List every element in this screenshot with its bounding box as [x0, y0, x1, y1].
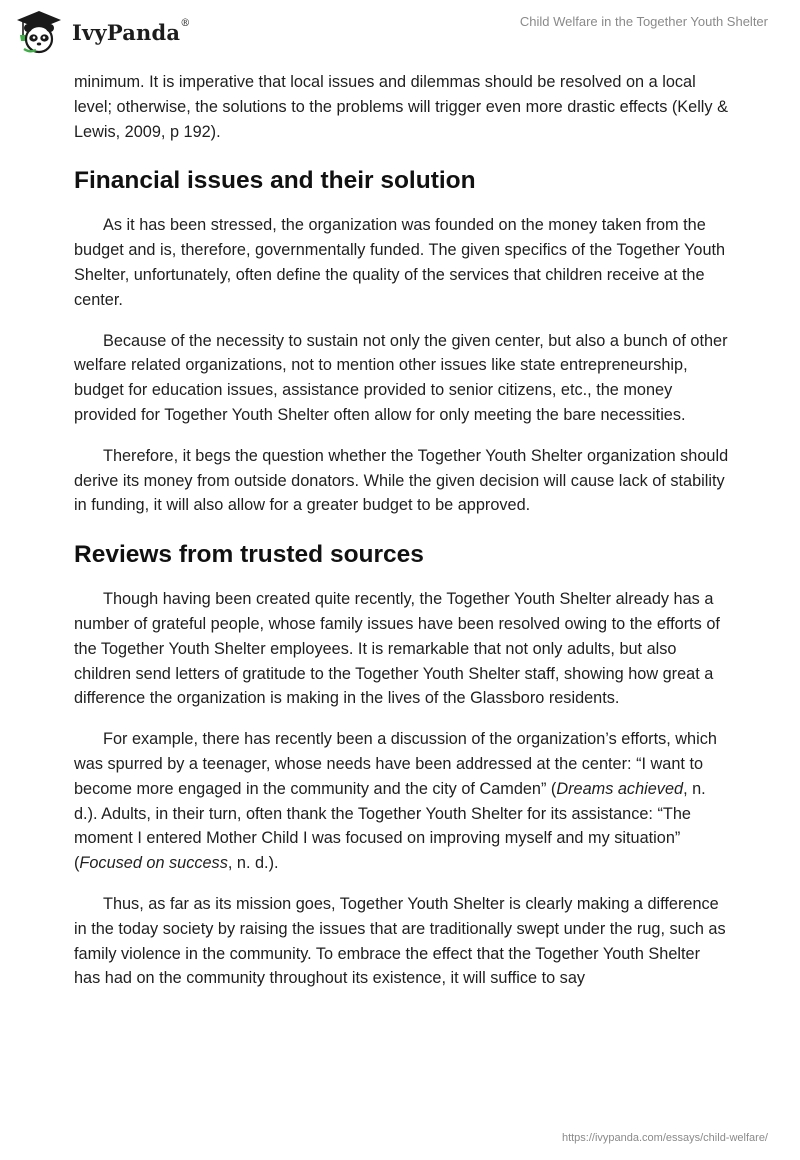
text-run: , n. d.). — [227, 854, 279, 873]
paragraph: Thus, as far as its mission goes, Together Youth Shelter is clearly making a difference in the today society by raising the issues that are traditionally swept under the rug, such as family violence in the community. To embrace the effect that the Together Youth Shelter has had on the community throughout its existence, it will suffice to say — [74, 894, 726, 988]
page-header — [0, 0, 800, 64]
paragraph: Though having been created quite recently, the Together Youth Shelter already has a number of grateful people, whose family issues have been resolved owing to the efforts of the Together Youth Shelter employees. It is remarkable that not only adults, but also children send letters of gratitude to the Together Youth Shelter staff, showing how great a difference the organization is making in the lives of the Glassboro residents. — [74, 590, 720, 708]
paragraph: As it has been stressed, the organization was founded on the money taken from the budget and is, therefore, governmentally funded. The given specifics of the Together Youth Shelter, unfortunately, often define the quality of the services that children receive at the center. — [74, 216, 726, 309]
document-title: Child Welfare in the Together Youth Shelter — [519, 14, 768, 29]
intro-paragraph: minimum. It is imperative that local issues and dilemmas should be resolved on a local level; otherwise, the solutions to the problems will trigger even more drastic effects (Kelly & Lewis, 2009, p 192). — [74, 73, 728, 141]
text-run: , n. d.). Adults, in their turn, often thank the Together Youth Shelter for its assistance: “The moment I entered Mother Child I was focused on improving myself and my situation” ( — [74, 779, 706, 873]
panda-graduate-icon — [14, 9, 64, 55]
paragraph: Because of the necessity to sustain not only the given center, but also a bunch of other welfare related organizations, not to mention other issues like state entrepreneurship, budget for education issues, assistance provided to senior citizens, etc., the money provided for Together Youth Shelter often allow for only meeting the bare necessities. — [74, 331, 728, 424]
paragraph: Therefore, it begs the question whether the Together Youth Shelter organization should derive its money from outside donators. While the given decision will cause lack of stability in funding, it will also allow for a greater budget to be approved. — [74, 446, 729, 515]
text-run: For example, there has recently been a discussion of the organization’s efforts, which was spurred by a teenager, whose needs have been addressed at the center: “I want to become more engaged in the community and the city of Camden” ( — [74, 730, 717, 798]
source-url[interactable]: https://ivypanda.com/essays/child-welfare/ — [561, 1132, 768, 1144]
section-heading-reviews: Reviews from trusted sources — [74, 541, 424, 569]
brand-name: IvyPanda® — [72, 17, 191, 45]
paragraph-with-citations — [74, 727, 730, 876]
article-body — [74, 70, 730, 1007]
citation-title: Dreams achieved — [556, 779, 684, 798]
citation-title: Focused on success — [79, 854, 228, 873]
ivypanda-logo[interactable] — [14, 8, 190, 56]
section-heading-financial: Financial issues and their solution — [74, 167, 476, 195]
